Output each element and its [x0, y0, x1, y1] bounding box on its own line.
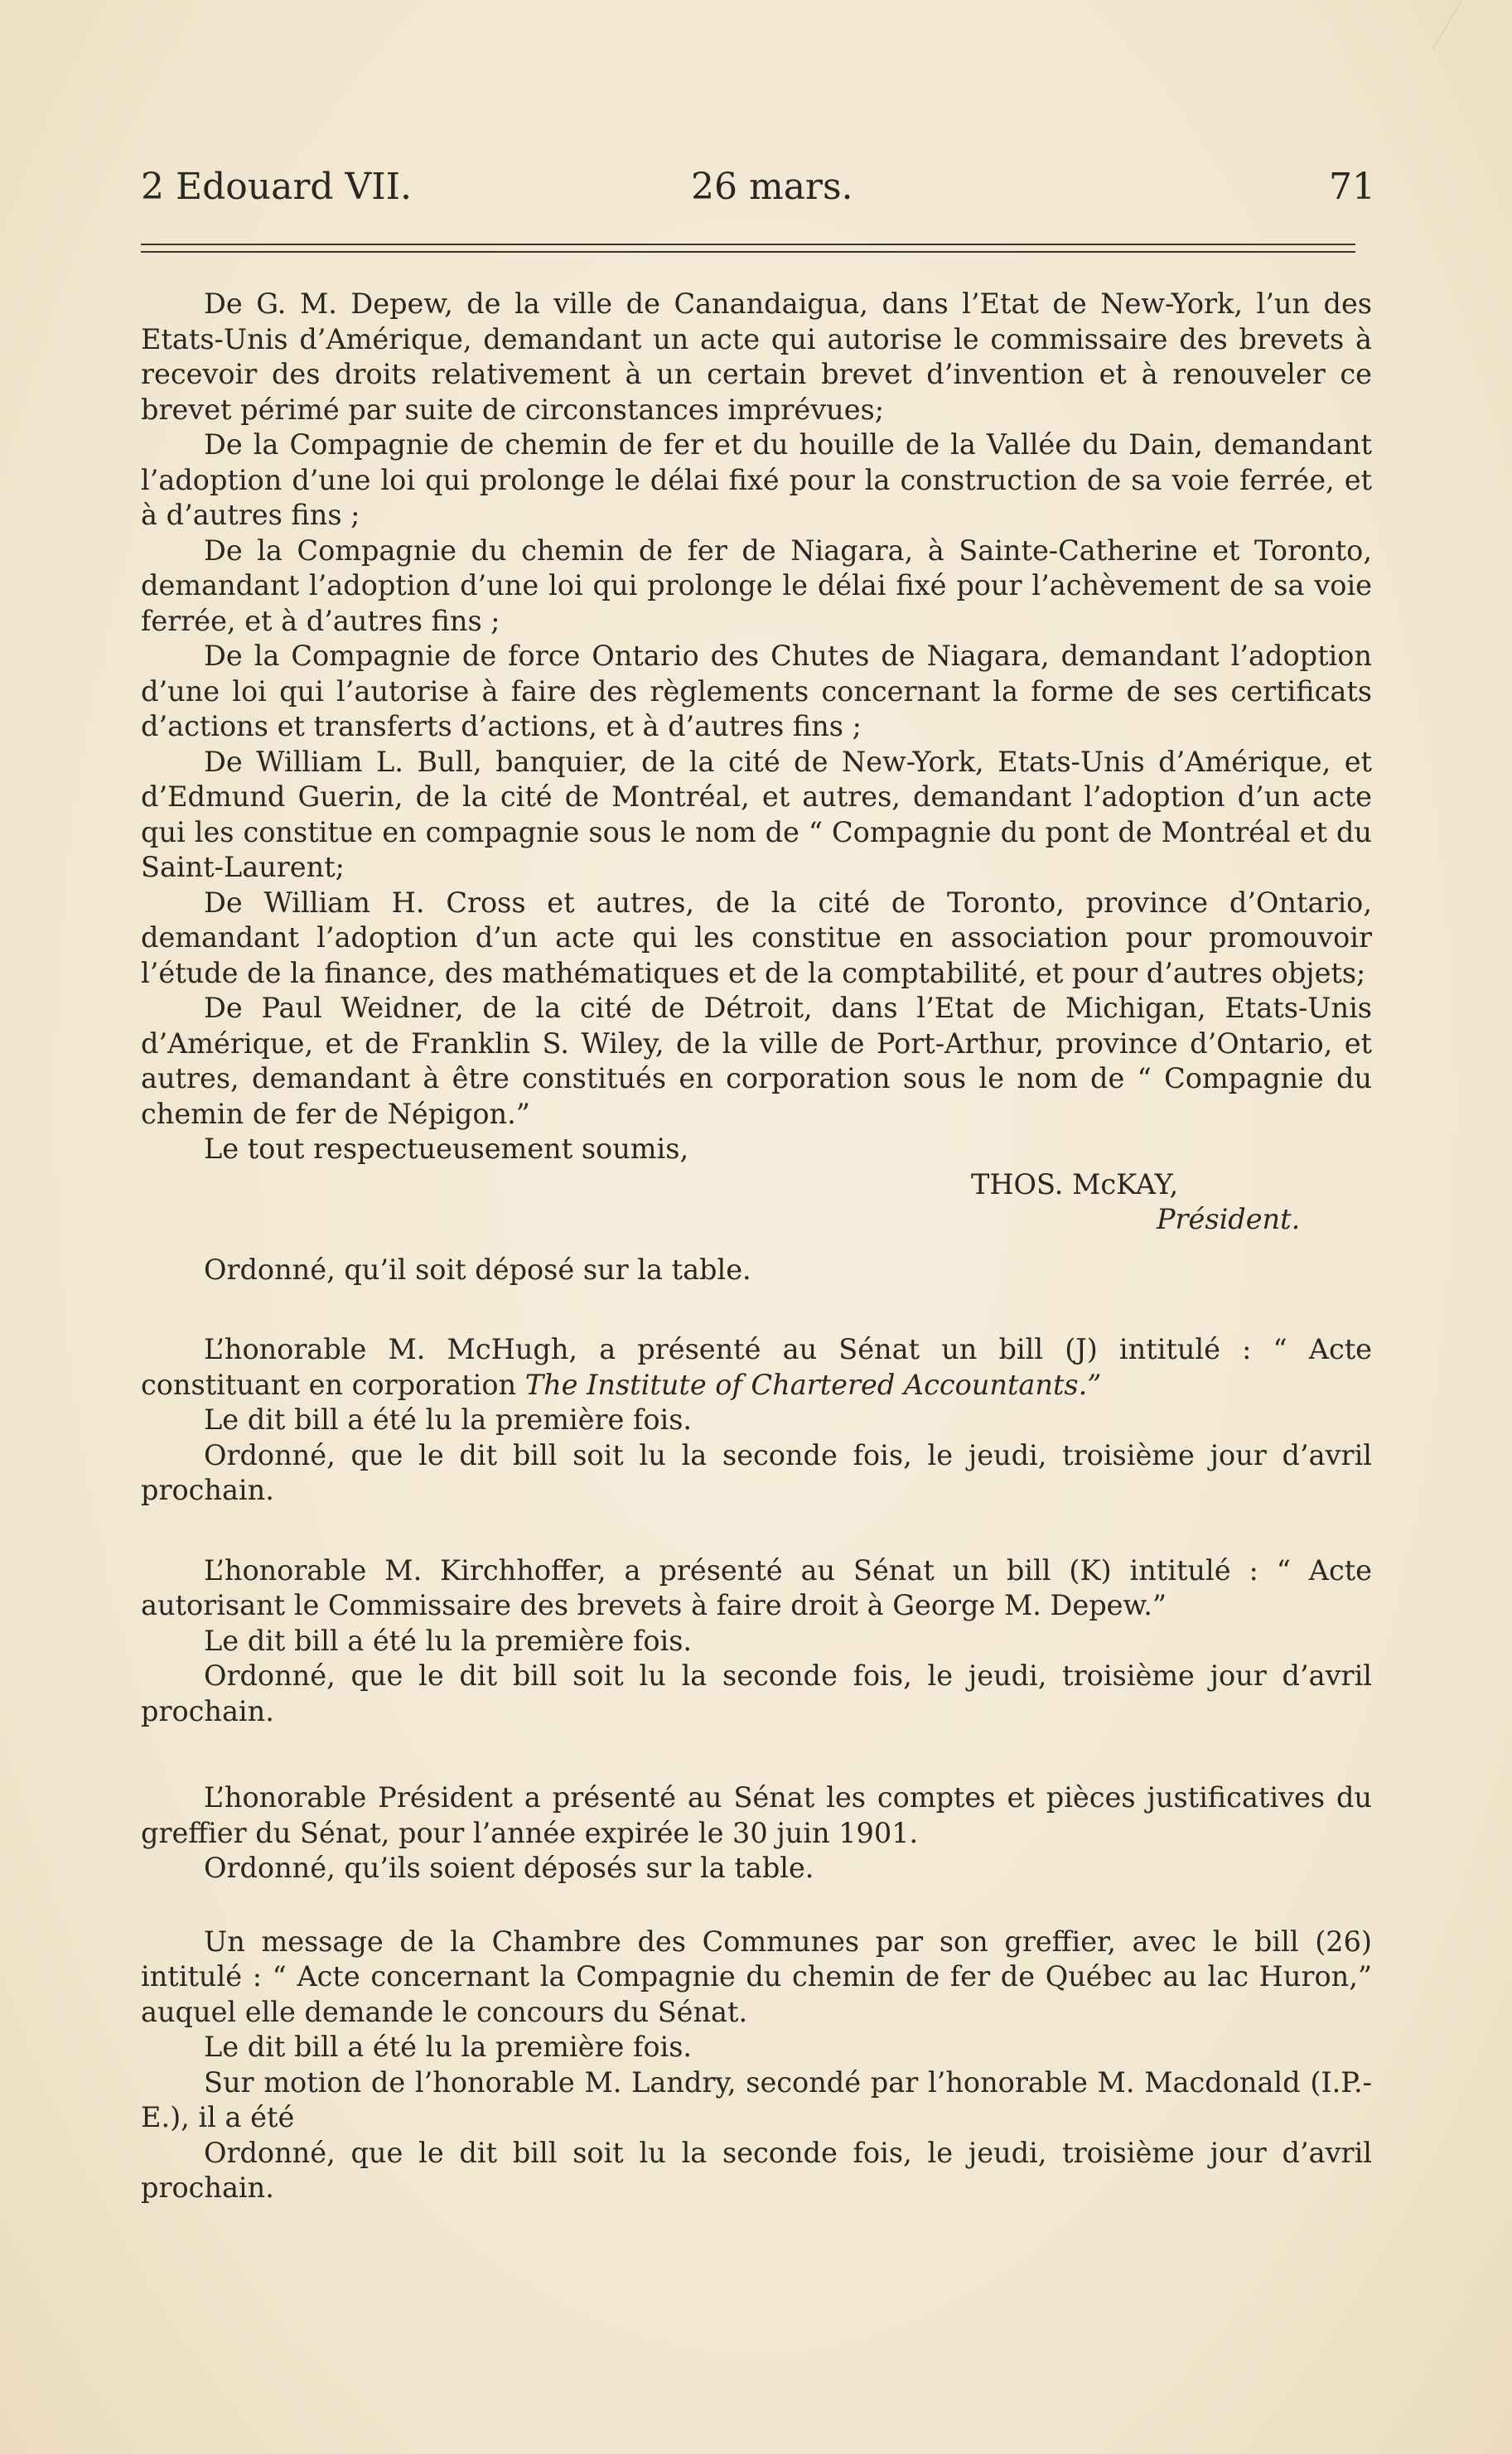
petition-paragraph: De William H. Cross et autres, de la cité de Toronto, province d’Ontario, demandant l’adoption d’un acte qui les constitue en association pour promouvoir l’étude de la finance, des mathématiques et de la comptabilité, et pour d’autres objets;: [141, 886, 1372, 989]
message-order: Ordonné, que le dit bill soit lu la seconde fois, le jeudi, troisième jour d’avril prochain.: [141, 2136, 1372, 2204]
petition-paragraph: De la Compagnie du chemin de fer de Niagara, à Sainte-Catherine et Toronto, demandant l’adoption d’une loi qui prolonge le délai fixé pour l’achèvement de sa voie ferrée, et à d’autres fins ;: [141, 534, 1372, 637]
bill-j-first-reading: Le dit bill a été lu la première fois.: [204, 1403, 693, 1436]
spacer: [141, 1287, 1372, 1332]
message-motion: Sur motion de l’honorable M. Landry, secondé par l’honorable M. Macdonald (I.P.-E.), il a été: [141, 2065, 1372, 2133]
petition-paragraph: De William L. Bull, banquier, de la cité de New-York, Etats-Unis d’Amérique, et d’Edmund Guerin, de la cité de Montréal, et autres, demandant l’adoption d’un acte qui les constitue en compagnie sous le nom de “ Compagnie du pont de Montréal et du Saint-Laurent;: [141, 745, 1372, 883]
signature-title: Président.: [1157, 1203, 1301, 1235]
bill-j-intro: [141, 1332, 1372, 1403]
bill-k-first-reading: Le dit bill a été lu la première fois.: [204, 1624, 693, 1657]
spacer: [141, 1729, 1372, 1780]
message-paragraph: Un message de la Chambre des Communes par son greffier, avec le bill (26) intitulé : “ Acte concernant la Compagnie du chemin de fer de Québec au lac Huron,” auquel elle demande le concours du Sénat.: [141, 1925, 1372, 2028]
bill-j-intro-text: L’honorable M. McHugh, a présenté au Sénat un bill (J) intitulé : “ Acte constituant en corporation: [141, 1333, 1372, 1401]
signature-name: THOS. McKAY,: [971, 1167, 1179, 1200]
header-rule-top: [141, 244, 1355, 245]
petition-paragraph: De Paul Weidner, de la cité de Détroit, dans l’Etat de Michigan, Etats-Unis d’Amérique, et de Franklin S. Wiley, de la ville de Port-Arthur, province d’Ontario, et autres, demandant à être constitués en corporation sous le nom de “ Compagnie du chemin de fer de Népigon.”: [141, 992, 1372, 1130]
header-rule-bottom: [141, 251, 1355, 253]
petition-paragraph: De G. M. Depew, de la ville de Canandaigua, dans l’Etat de New-York, l’un des Etats-Unis d’Amérique, demandant un acte qui autorise le commissaire des brevets à recevoir des droits relativement à un certain brevet d’invention et à renouveler ce brevet périmé par suite de circonstances imprévues;: [141, 287, 1372, 426]
body-text: [141, 287, 1372, 2206]
accounts-paragraph: L’honorable Président a présenté au Sénat les comptes et pièces justificatives du greffier du Sénat, pour l’année expirée le 30 juin 1901.: [141, 1781, 1372, 1849]
petition-paragraph: De la Compagnie de force Ontario des Chutes de Niagara, demandant l’adoption d’une loi qui l’autorise à faire des règlements concernant la forme de ses certificats d’actions et transferts d’actions, et à d’autres fins ;: [141, 640, 1372, 742]
spacer: [141, 1886, 1372, 1925]
header-date: 26 mars.: [691, 166, 853, 208]
spacer: [141, 1238, 1372, 1253]
running-head: [141, 162, 1375, 212]
spacer: [141, 1509, 1372, 1553]
accounts-order: Ordonné, qu’ils soient déposés sur la table.: [204, 1852, 814, 1884]
bill-j-title: The Institute of Chartered Accountants.”: [524, 1368, 1102, 1401]
bill-k-intro: L’honorable M. Kirchhoffer, a présenté au Sénat un bill (K) intitulé : “ Acte autorisant le Commissaire des brevets à faire droit à George M. Depew.”: [141, 1553, 1372, 1621]
message-first-reading: Le dit bill a été lu la première fois.: [204, 2031, 693, 2063]
page-number: 71: [1329, 166, 1375, 208]
page-corner-fold: [1432, 0, 1512, 50]
bill-k-order: Ordonné, que le dit bill soit lu la seconde fois, le jeudi, troisième jour d’avril prochain.: [141, 1659, 1372, 1727]
header-regnal-year: 2 Edouard VII.: [141, 166, 413, 208]
petition-paragraph: De la Compagnie de chemin de fer et du houille de la Vallée du Dain, demandant l’adoption d’une loi qui prolonge le délai fixé pour la construction de sa voie ferrée, et à d’autres fins ;: [141, 428, 1372, 531]
bill-j-order: Ordonné, que le dit bill soit lu la seconde fois, le jeudi, troisième jour d’avril prochain.: [141, 1438, 1372, 1506]
order-table: Ordonné, qu’il soit déposé sur la table.: [204, 1253, 751, 1286]
closing-line: Le tout respectueusement soumis,: [204, 1133, 689, 1165]
